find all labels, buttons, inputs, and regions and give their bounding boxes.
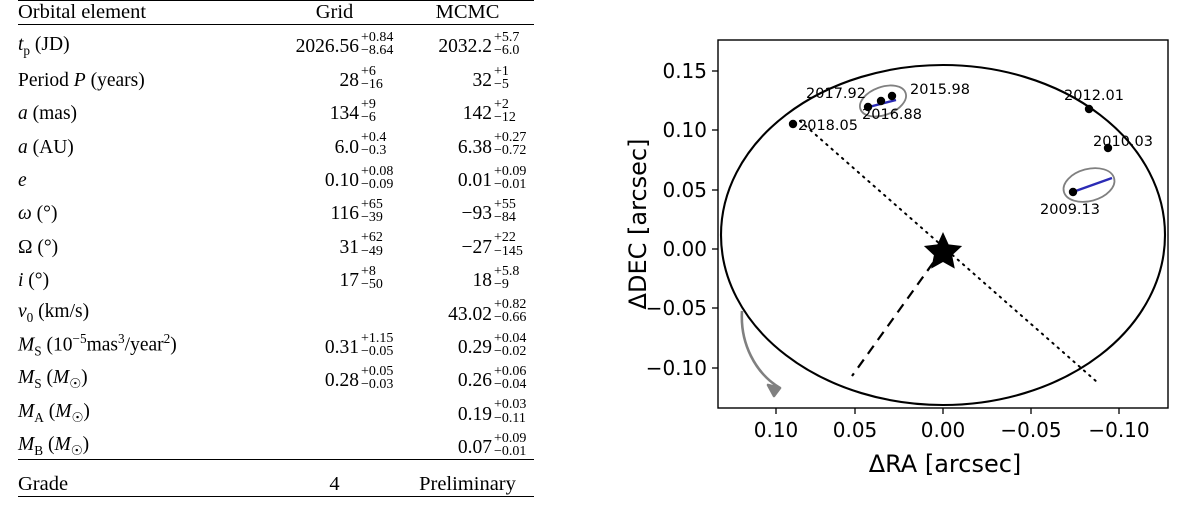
- x-axis-label: ΔRA [arcsec]: [868, 450, 1022, 478]
- row-label-ma: $M_A$ $(M_☉)$: [18, 400, 90, 425]
- orbit-scatter-plot: [600, 0, 1200, 528]
- row-mcmc-tp: 2032.2 +5.7 −6.0: [438, 30, 520, 59]
- row-label-ms-msun: $M_S$ $(M_☉)$: [18, 367, 88, 392]
- table-row: [18, 159, 534, 192]
- table-row: [18, 292, 534, 325]
- table-row: [18, 326, 534, 359]
- table-row: [18, 359, 534, 392]
- y-axis-label: ΔDEC [arcsec]: [624, 138, 652, 310]
- column-header-mcmc: MCMC: [435, 1, 500, 23]
- data-point-2015: [888, 92, 896, 100]
- row-label-ms-mas3: $M_S$ $(10^{-5}mas^3/year^2)$: [18, 330, 177, 358]
- table-row: [18, 92, 534, 125]
- row-grid-a-au: 6.0 +0.4 −0.3: [334, 130, 387, 159]
- row-grid-tp: 2026.56 +0.84 −8.64: [295, 30, 394, 59]
- row-mcmc-a-mas: 142 +2 −12: [462, 96, 516, 126]
- y-axis-tick-labels: [646, 59, 707, 380]
- epoch-label-2017: 2017.92: [806, 86, 866, 102]
- row-label-period: Period P (years): [18, 69, 145, 91]
- epoch-label-2015: 2015.98: [910, 82, 970, 98]
- row-grid-v0: [268, 292, 401, 325]
- y-tick-label: −0.10: [645, 356, 707, 380]
- row-grid-bigomega: 31 +62 −49: [339, 230, 383, 259]
- row-mcmc-bigomega: −27 +22 −145: [461, 230, 523, 259]
- y-axis-ticks: [712, 71, 718, 368]
- table-rule-bottom: [18, 497, 534, 498]
- x-tick-label: 0.00: [920, 418, 966, 442]
- orbit-plot-panel: [600, 0, 1200, 528]
- x-tick-label: −0.05: [1000, 418, 1062, 442]
- x-tick-label: 0.05: [832, 418, 878, 442]
- row-label-a-au: a (AU): [18, 136, 74, 158]
- y-tick-label: 0.15: [662, 59, 707, 83]
- row-grid-mb: [268, 426, 401, 460]
- row-grid-grade: 4: [329, 473, 340, 496]
- row-label-bigomega: Ω (°): [18, 236, 59, 258]
- row-mcmc-omega: −93 +55 −84: [461, 197, 516, 226]
- data-point-2012: [1085, 105, 1093, 113]
- table-row: [18, 225, 534, 258]
- row-mcmc-e: 0.01 +0.09 −0.01: [457, 163, 527, 192]
- data-point-2018: [789, 120, 797, 128]
- epoch-label-2016: 2016.88: [862, 107, 922, 123]
- row-mcmc-ms-mas3: 0.29 +0.04 −0.02: [457, 330, 527, 359]
- row-grid-ma: [268, 392, 401, 425]
- row-label-tp: $t_p$ (JD): [18, 33, 70, 58]
- row-mcmc-grade: Preliminary: [419, 473, 516, 496]
- y-tick-label: −0.05: [645, 296, 707, 320]
- table-header-row: [18, 1, 534, 25]
- x-axis-tick-labels: [754, 418, 1150, 442]
- table-row: [18, 392, 534, 425]
- row-grid-omega: 116 +65 −39: [330, 197, 383, 226]
- table-row: [18, 192, 534, 225]
- row-grid-ms-msun: 0.28 +0.05 −0.03: [324, 364, 394, 393]
- column-header-grid: Grid: [315, 1, 354, 23]
- row-label-a-mas: a (mas): [18, 103, 78, 125]
- data-point-2009: [1069, 188, 1077, 196]
- table-row: [18, 259, 534, 292]
- row-label-mb: $M_B$ $(M_☉)$: [18, 434, 90, 459]
- periastron-vector-dashed: [852, 249, 943, 376]
- row-label-omega: ω (°): [18, 203, 58, 225]
- row-mcmc-period: 32 +1 −5: [472, 63, 509, 92]
- row-mcmc-mb: 0.07 +0.09 −0.01: [457, 430, 527, 459]
- orbital-elements-table: [18, 0, 534, 497]
- row-grid-ms-mas3: 0.31 +1.15 −0.05: [324, 330, 394, 359]
- row-mcmc-a-au: 6.38 +0.27 −0.72: [457, 130, 527, 159]
- row-grid-e: 0.10 +0.08 −0.09: [324, 163, 394, 192]
- x-tick-label: −0.10: [1088, 418, 1150, 442]
- table-row: [18, 125, 534, 158]
- row-grid-period: 28 +6 −16: [339, 63, 383, 92]
- epoch-label-2018: 2018.05: [798, 118, 858, 134]
- epoch-label-2012: 2012.01: [1064, 88, 1124, 104]
- y-tick-label: 0.05: [662, 178, 707, 202]
- table-row-grade: [18, 460, 534, 497]
- x-tick-label: 0.10: [753, 418, 799, 442]
- epoch-label-2010: 2010.03: [1093, 134, 1153, 150]
- table-row: [18, 58, 534, 91]
- table-row: [18, 25, 534, 58]
- epoch-label-2009: 2009.13: [1040, 202, 1100, 218]
- row-mcmc-ma: 0.19 +0.03 −0.11: [457, 397, 527, 426]
- row-mcmc-ms-msun: 0.26 +0.06 −0.04: [457, 364, 527, 393]
- data-point-2016: [877, 97, 885, 105]
- central-star-marker: [924, 232, 962, 269]
- orbital-motion-arrow-icon: [742, 311, 780, 396]
- row-mcmc-i: 18 +5.8 −9: [472, 263, 520, 292]
- y-tick-label: 0.10: [662, 118, 707, 142]
- row-label-e: e: [18, 169, 27, 191]
- orbital-elements-table-panel: [18, 0, 548, 528]
- y-tick-label: 0.00: [662, 237, 707, 261]
- row-label-v0: $v_0$ (km/s): [18, 300, 90, 325]
- x-axis-ticks: [776, 408, 1119, 414]
- row-grid-a-mas: 134 +9 −6: [329, 96, 376, 126]
- data-points: [789, 92, 1112, 196]
- row-label-grade: Grade: [18, 473, 69, 496]
- row-mcmc-v0: 43.02 +0.82 −0.66: [448, 297, 527, 326]
- column-header-element: Orbital element: [18, 1, 147, 23]
- table-row: [18, 426, 534, 460]
- row-grid-i: 17 +8 −50: [339, 263, 383, 292]
- row-label-i: i (°): [18, 270, 50, 292]
